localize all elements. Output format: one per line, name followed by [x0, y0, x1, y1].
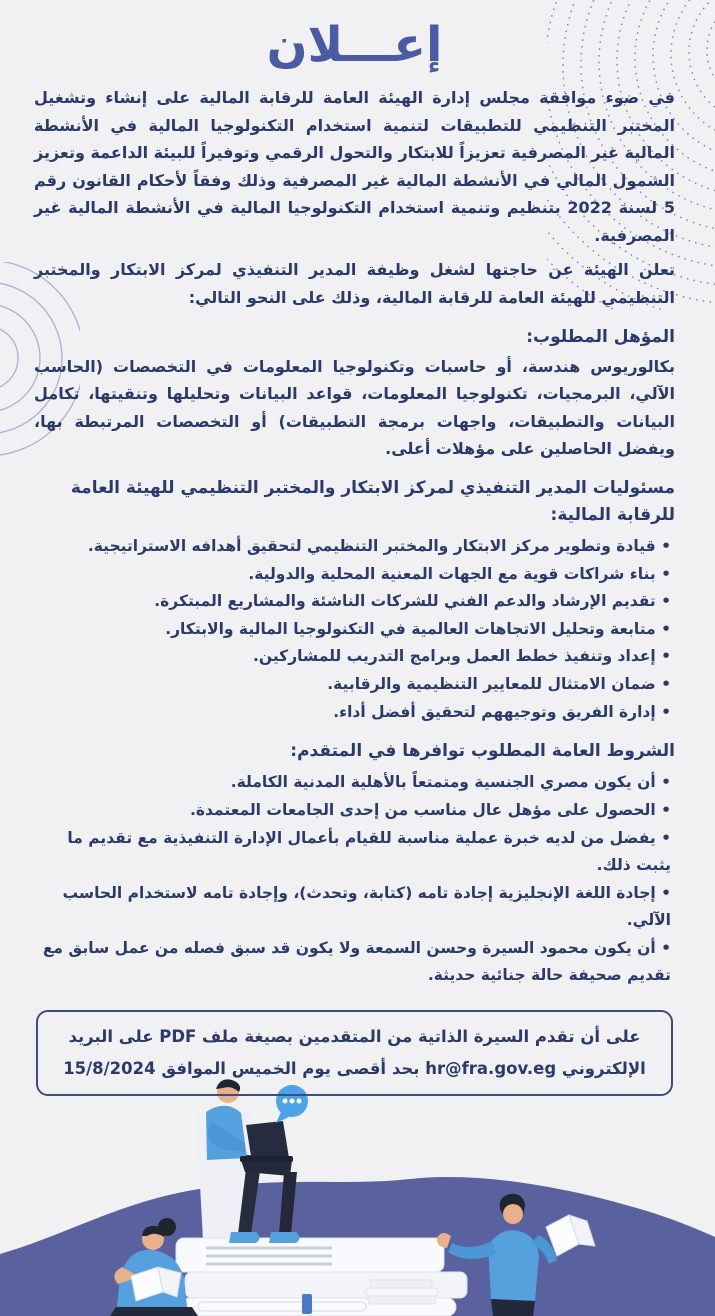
page-title: إعـــلان — [266, 17, 443, 73]
responsibilities-heading: مسئوليات المدير التنفيذي لمركز الابتكار والمختبر التنظيمي للهيئة العامة للرقابة المالية: — [70, 477, 675, 525]
contact-email: hr@fra.gov.eg — [425, 1059, 557, 1079]
conditions-list — [34, 769, 675, 990]
list-item: • تقديم الإرشاد والدعم الفني للشركات الناشئة والمشاريع المبتكرة. — [34, 588, 675, 616]
vacancy-paragraph: تعلن الهيئة عن حاجتها لشغل وظيفة المدير التنفيذي لمركز الابتكار والمختبر التنظيمي للهيئة العامة للرقابة المالية، وذلك على النحو التالي: — [34, 260, 675, 307]
contact-box — [36, 1010, 673, 1096]
intro-paragraph: في ضوء موافقة مجلس إدارة الهيئة العامة للرقابة المالية على إنشاء وتشغيل المختبر التنظيمي للتطبيقات لتنمية استخدام التكنولوجيا المالية في الأنشطة المالية غير المصرفية تعزيزاً للابتكار والتحول الرقمي وتوفيراً للبيئة الداعمة وتعزيز الشمول المالي في الأنشطة المالية غير المصرفية وذلك وفقاً لأحكام القانون رقم 5 لسنة 2022 بتنظيم وتنمية استخدام التكنولوجيا المالية في الأنشطة المالية غير المصرفية. — [34, 88, 675, 245]
list-item: • أن يكون محمود السيرة وحسن السمعة ولا يكون قد سبق فصله من عمل سابق مع تقديم صحيفة حالة جنائية حديثة. — [34, 935, 675, 990]
list-item: • الحصول على مؤهل عال مناسب من إحدى الجامعات المعتمدة. — [34, 797, 675, 825]
list-item: • إدارة الفريق وتوجيههم لتحقيق أفضل أداء. — [34, 699, 675, 727]
list-item: • إجادة اللغة الإنجليزية إجادة تامه (كتابة، وتحدث)، وإجادة تامه لاستخدام الحاسب الآلي. — [34, 880, 675, 935]
list-item: • أن يكون مصري الجنسية ومتمتعاً بالأهلية المدنية الكاملة. — [34, 769, 675, 797]
contact-line1: على أن تقدم السيرة الذاتية من المتقدمين بصيغة ملف PDF على البريد — [68, 1027, 641, 1046]
list-item: • بناء شراكات قوية مع الجهات المعنية المحلية والدولية. — [34, 561, 675, 589]
list-item: • ضمان الامتثال للمعايير التنظيمية والرقابية. — [34, 671, 675, 699]
list-item: • قيادة وتطوير مركز الابتكار والمختبر التنظيمي لتحقيق أهدافه الاستراتيجية. — [34, 533, 675, 561]
books-stack — [176, 1238, 467, 1316]
list-item: • متابعة وتحليل الاتجاهات العالمية في التكنولوجيا المالية والابتكار. — [34, 616, 675, 644]
contact-deadline: 15/8/2024 — [63, 1059, 156, 1079]
contact-line2-middle: بحد أقصى يوم الخميس الموافق — [161, 1059, 420, 1079]
contact-line2-prefix: الإلكتروني — [561, 1059, 646, 1079]
list-item: • إعداد وتنفيذ خطط العمل وبرامج التدريب للمشاركين. — [34, 643, 675, 671]
people-reading-illustration — [0, 1076, 715, 1316]
qualification-text: بكالوريوس هندسة، أو حاسبات وتكنولوجيا المعلومات في التخصصات (الحاسب الآلي، البرمجيات، تكنولوجيا المعلومات، قواعد البيانات وتحليلها وتنقيتها، تكامل البيانات والتطبيقات، واجهات برمجة التطبيقات) أو التخصصات المرتبطة بها، ويفضل الحاصلين على مؤهلات أعلى. — [34, 356, 675, 459]
list-item: • يفضل من لديه خبرة عملية مناسبة للقيام بأعمال الإدارة التنفيذية مع تقديم ما يثبت ذلك. — [34, 825, 675, 880]
conditions-heading: الشروط العامة المطلوب توافرها في المتقدم: — [290, 741, 675, 762]
responsibilities-list — [34, 533, 675, 726]
qualification-heading: المؤهل المطلوب: — [526, 326, 675, 347]
